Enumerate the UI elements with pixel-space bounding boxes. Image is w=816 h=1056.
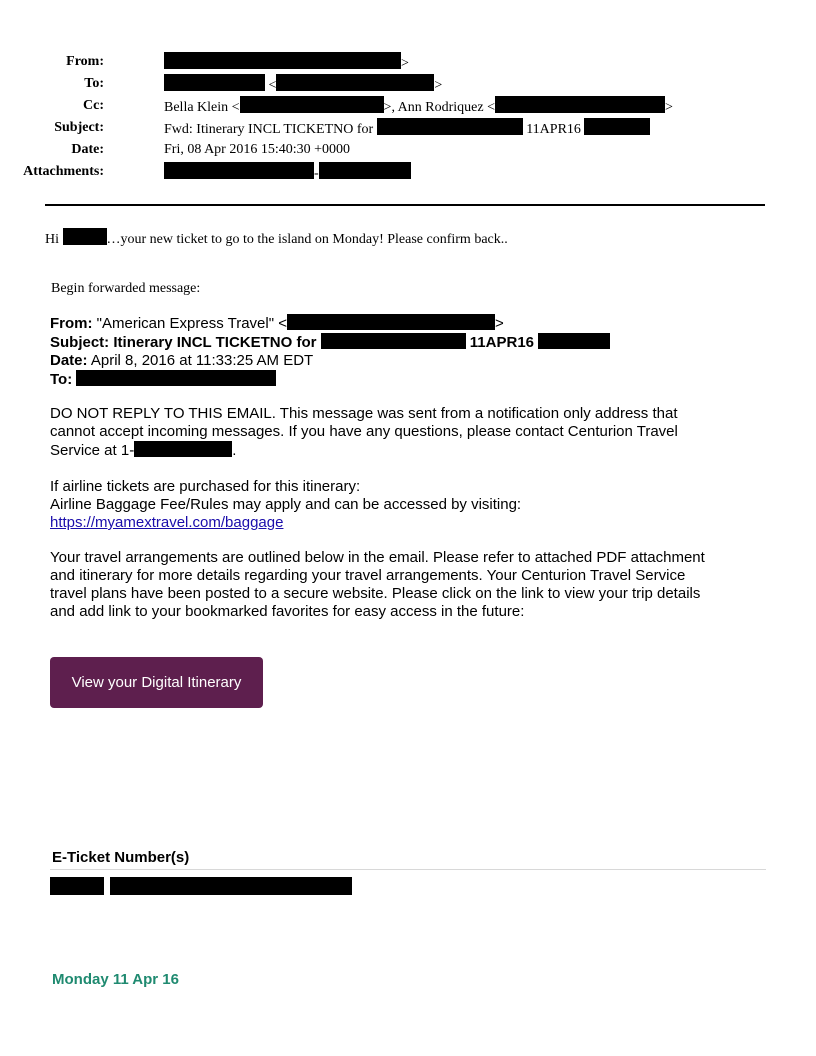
redacted-block xyxy=(164,74,265,91)
fwd-subject-row xyxy=(50,333,610,352)
redacted-block xyxy=(110,877,352,895)
attachments-label: Attachments: xyxy=(23,164,104,179)
cc-label: Cc: xyxy=(83,98,104,113)
header-from-row: From: > xyxy=(66,54,409,71)
to-label: To: xyxy=(84,76,104,91)
header-to-row: To: < > xyxy=(84,76,443,93)
notice-paragraph: DO NOT REPLY TO THIS EMAIL. This message was sent from a notification only address that cannot accept incoming messages. If you have any questions, please contact Centurion Travel Service at 1- . xyxy=(50,405,678,459)
cc-name-bella: Bella Klein < xyxy=(164,100,240,115)
redacted-block xyxy=(377,118,523,135)
subject-label: Subject: xyxy=(54,120,104,135)
fwd-date-label: Date: xyxy=(50,352,88,369)
cc-name-ann: >, Ann Rodriquez < xyxy=(383,100,495,115)
fwd-from-label: From: xyxy=(50,315,93,332)
forwarded-intro: Begin forwarded message: xyxy=(51,281,201,296)
redacted-block xyxy=(538,333,610,349)
fwd-to-row xyxy=(50,370,610,389)
redacted-attachment[interactable] xyxy=(164,162,314,179)
redacted-phone xyxy=(134,441,232,457)
from-label: From: xyxy=(66,54,104,69)
fwd-subject-date: 11APR16 xyxy=(469,334,535,351)
redacted-attachment[interactable] xyxy=(319,162,411,179)
header-cc-row: Cc: Bella Klein < >, Ann Rodriquez < > xyxy=(83,98,673,115)
redacted-block xyxy=(495,96,665,113)
subject-text: Fwd: Itinerary INCL TICKETNO for xyxy=(164,122,374,137)
redacted-block xyxy=(287,314,495,330)
header-divider xyxy=(45,204,765,206)
fwd-subject-label: Subject: xyxy=(50,334,110,351)
greeting-hi: Hi xyxy=(45,232,59,247)
fwd-from-row: From: "American Express Travel" < > xyxy=(50,315,504,332)
eticket-heading: E-Ticket Number(s) xyxy=(52,849,190,866)
redacted-block xyxy=(63,228,107,245)
date-label: Date: xyxy=(71,142,104,157)
baggage-link[interactable]: https://myamextravel.com/baggage xyxy=(50,514,284,531)
header-date-row xyxy=(0,140,760,160)
header-attachments-row: Attachments: - xyxy=(0,162,760,182)
header-subject-row xyxy=(0,118,760,138)
redacted-block xyxy=(50,877,104,895)
redacted-block xyxy=(240,96,384,113)
date-value: Fri, 08 Apr 2016 15:40:30 +0000 xyxy=(164,142,351,157)
view-itinerary-button[interactable]: View your Digital Itinerary xyxy=(50,657,263,708)
airline-paragraph: If airline tickets are purchased for this itinerary: Airline Baggage Fee/Rules may apply and can be accessed by visiting: https://myamextravel.com/baggage xyxy=(50,478,522,531)
fwd-date-row xyxy=(50,352,610,370)
eticket-divider xyxy=(50,869,766,870)
fwd-subject-value: Itinerary INCL TICKETNO for xyxy=(113,334,317,351)
day-heading: Monday 11 Apr 16 xyxy=(52,971,179,988)
redacted-block xyxy=(76,370,276,386)
redacted-block xyxy=(276,74,434,91)
greeting-line xyxy=(45,228,508,249)
fwd-date-value: April 8, 2016 at 11:33:25 AM EDT xyxy=(90,352,314,369)
greeting-message: …your new ticket to go to the island on Monday! Please confirm back.. xyxy=(106,232,508,247)
redacted-block xyxy=(321,333,466,349)
redacted-block xyxy=(584,118,650,135)
fwd-to-label: To: xyxy=(50,371,73,388)
fwd-from-value: "American Express Travel" < xyxy=(96,315,287,332)
subject-date: 11APR16 xyxy=(526,122,581,137)
arrangements-paragraph: Your travel arrangements are outlined below in the email. Please refer to attached PDF attachment and itinerary for more details regarding your travel arrangements. Your Centurion Travel Service travel plans have been posted to a secure website. Please click on the link to view your trip details and add link to your bookmarked favorites for easy access in the future: xyxy=(50,549,705,620)
forwarded-header xyxy=(50,314,610,389)
eticket-number xyxy=(50,877,352,898)
redacted-block xyxy=(164,52,401,69)
